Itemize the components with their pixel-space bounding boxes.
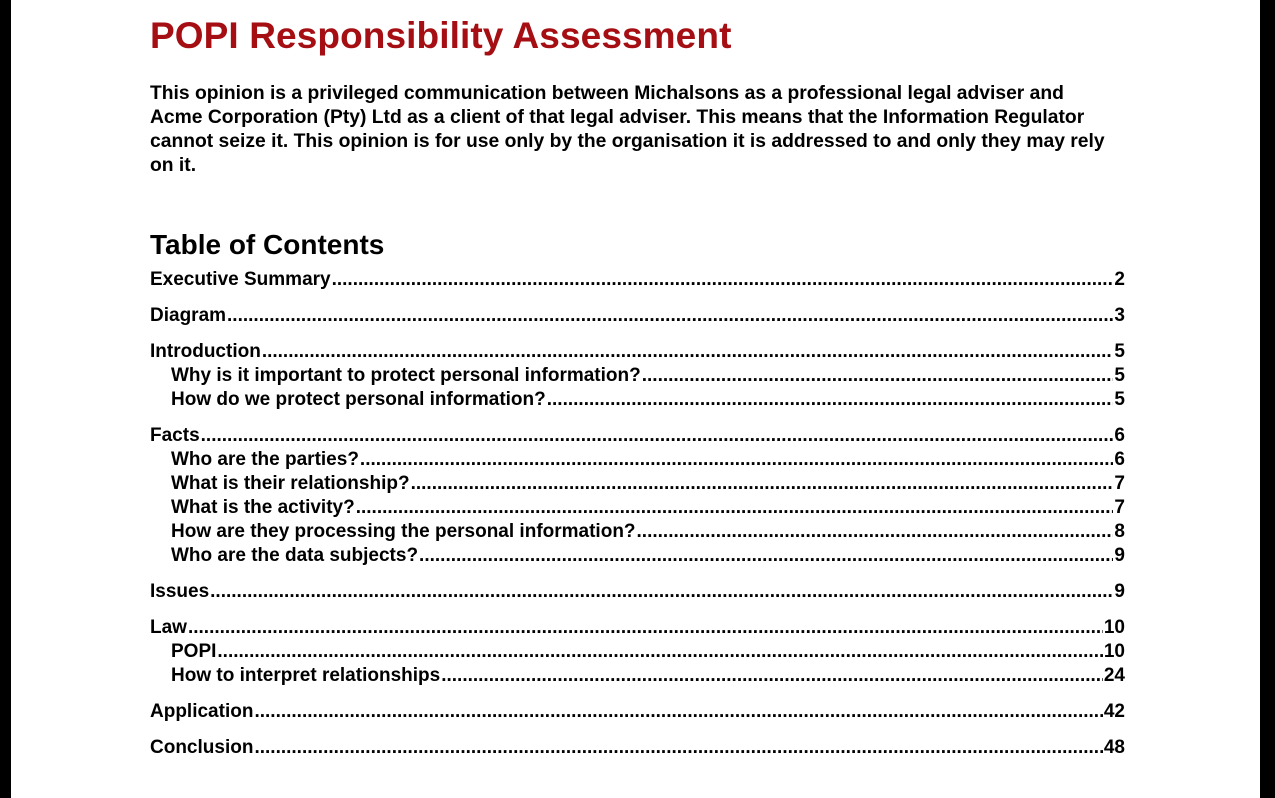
toc-page-number: 9 bbox=[1114, 545, 1125, 566]
toc-entry-title: POPI bbox=[171, 641, 217, 662]
toc-subentry[interactable] bbox=[150, 496, 1125, 520]
toc-group bbox=[150, 616, 1125, 688]
toc-entry-title: What is the activity? bbox=[171, 497, 355, 518]
toc-dot-leader bbox=[188, 616, 1103, 640]
toc-entry-title: How to interpret relationships bbox=[171, 665, 441, 686]
toc-entry-title: Law bbox=[150, 617, 187, 638]
toc-entry[interactable] bbox=[150, 268, 1125, 292]
toc-subentry[interactable] bbox=[150, 364, 1125, 388]
toc-dot-leader bbox=[254, 736, 1102, 760]
document-content bbox=[150, 14, 1125, 772]
toc-subentry[interactable] bbox=[150, 664, 1125, 688]
toc-dot-leader bbox=[356, 496, 1114, 520]
document-page bbox=[11, 0, 1260, 798]
toc-entry[interactable] bbox=[150, 616, 1125, 640]
toc-entry-title: How do we protect personal information? bbox=[171, 389, 546, 410]
toc-heading: Table of Contents bbox=[150, 229, 385, 260]
toc-entry-title: Executive Summary bbox=[150, 269, 331, 290]
toc-entry-title: Who are the data subjects? bbox=[171, 545, 419, 566]
toc-subentry[interactable] bbox=[150, 448, 1125, 472]
toc-group bbox=[150, 736, 1125, 760]
toc-dot-leader bbox=[227, 304, 1113, 328]
toc-subentry[interactable] bbox=[150, 640, 1125, 664]
privilege-notice: This opinion is a privileged communication between Michalsons as a professional legal adviser and Acme Corporation (Pty) Ltd as a client of that legal adviser. This means that the Information Regulator cannot seize it. This opinion is for use only by the organisation it is addressed to and only they may rely on it. bbox=[150, 83, 1105, 176]
toc-entry-title: Issues bbox=[150, 581, 210, 602]
toc-page-number: 42 bbox=[1103, 701, 1125, 722]
toc-page-number: 9 bbox=[1114, 581, 1125, 602]
toc-subentry[interactable] bbox=[150, 544, 1125, 568]
toc-page-number: 6 bbox=[1114, 425, 1125, 446]
toc-page-number: 5 bbox=[1114, 365, 1125, 386]
toc-entry[interactable] bbox=[150, 700, 1125, 724]
toc-group bbox=[150, 304, 1125, 328]
toc-entry-title: Introduction bbox=[150, 341, 261, 362]
toc-page-number: 7 bbox=[1114, 497, 1125, 518]
toc-entry[interactable] bbox=[150, 340, 1125, 364]
toc-group bbox=[150, 424, 1125, 568]
toc-dot-leader bbox=[262, 340, 1114, 364]
toc-page-number: 5 bbox=[1114, 389, 1125, 410]
toc-page-number: 2 bbox=[1114, 269, 1125, 290]
toc-entry-title: Why is it important to protect personal information? bbox=[171, 365, 641, 386]
toc-entry-title: Who are the parties? bbox=[171, 449, 359, 470]
toc-entry-title: What is their relationship? bbox=[171, 473, 410, 494]
toc-page-number: 5 bbox=[1114, 341, 1125, 362]
toc-group bbox=[150, 268, 1125, 292]
toc-dot-leader bbox=[201, 424, 1114, 448]
toc-subentry[interactable] bbox=[150, 388, 1125, 412]
toc-dot-leader bbox=[210, 580, 1113, 604]
toc-dot-leader bbox=[547, 388, 1114, 412]
toc-dot-leader bbox=[411, 472, 1114, 496]
toc-group bbox=[150, 580, 1125, 604]
toc-page-number: 10 bbox=[1103, 641, 1125, 662]
toc-dot-leader bbox=[360, 448, 1114, 472]
toc-page-number: 48 bbox=[1103, 737, 1125, 758]
toc-entry-title: Facts bbox=[150, 425, 200, 446]
toc-entry-title: Diagram bbox=[150, 305, 227, 326]
toc-subentry[interactable] bbox=[150, 472, 1125, 496]
toc-entry[interactable] bbox=[150, 304, 1125, 328]
toc-entry[interactable] bbox=[150, 424, 1125, 448]
toc-dot-leader bbox=[217, 640, 1102, 664]
document-title: POPI Responsibility Assessment bbox=[150, 15, 732, 56]
toc-entry-title: Application bbox=[150, 701, 254, 722]
table-of-contents bbox=[150, 268, 1125, 760]
toc-dot-leader bbox=[637, 520, 1114, 544]
toc-entry[interactable] bbox=[150, 736, 1125, 760]
toc-dot-leader bbox=[441, 664, 1103, 688]
toc-entry[interactable] bbox=[150, 580, 1125, 604]
toc-page-number: 6 bbox=[1114, 449, 1125, 470]
toc-group bbox=[150, 340, 1125, 412]
toc-group bbox=[150, 700, 1125, 724]
toc-page-number: 10 bbox=[1103, 617, 1125, 638]
toc-dot-leader bbox=[254, 700, 1102, 724]
toc-page-number: 7 bbox=[1114, 473, 1125, 494]
toc-page-number: 8 bbox=[1114, 521, 1125, 542]
toc-entry-title: Conclusion bbox=[150, 737, 254, 758]
toc-page-number: 3 bbox=[1114, 305, 1125, 326]
toc-dot-leader bbox=[332, 268, 1114, 292]
toc-dot-leader bbox=[419, 544, 1113, 568]
toc-page-number: 24 bbox=[1103, 665, 1125, 686]
toc-dot-leader bbox=[642, 364, 1114, 388]
toc-entry-title: How are they processing the personal information? bbox=[171, 521, 636, 542]
toc-subentry[interactable] bbox=[150, 520, 1125, 544]
